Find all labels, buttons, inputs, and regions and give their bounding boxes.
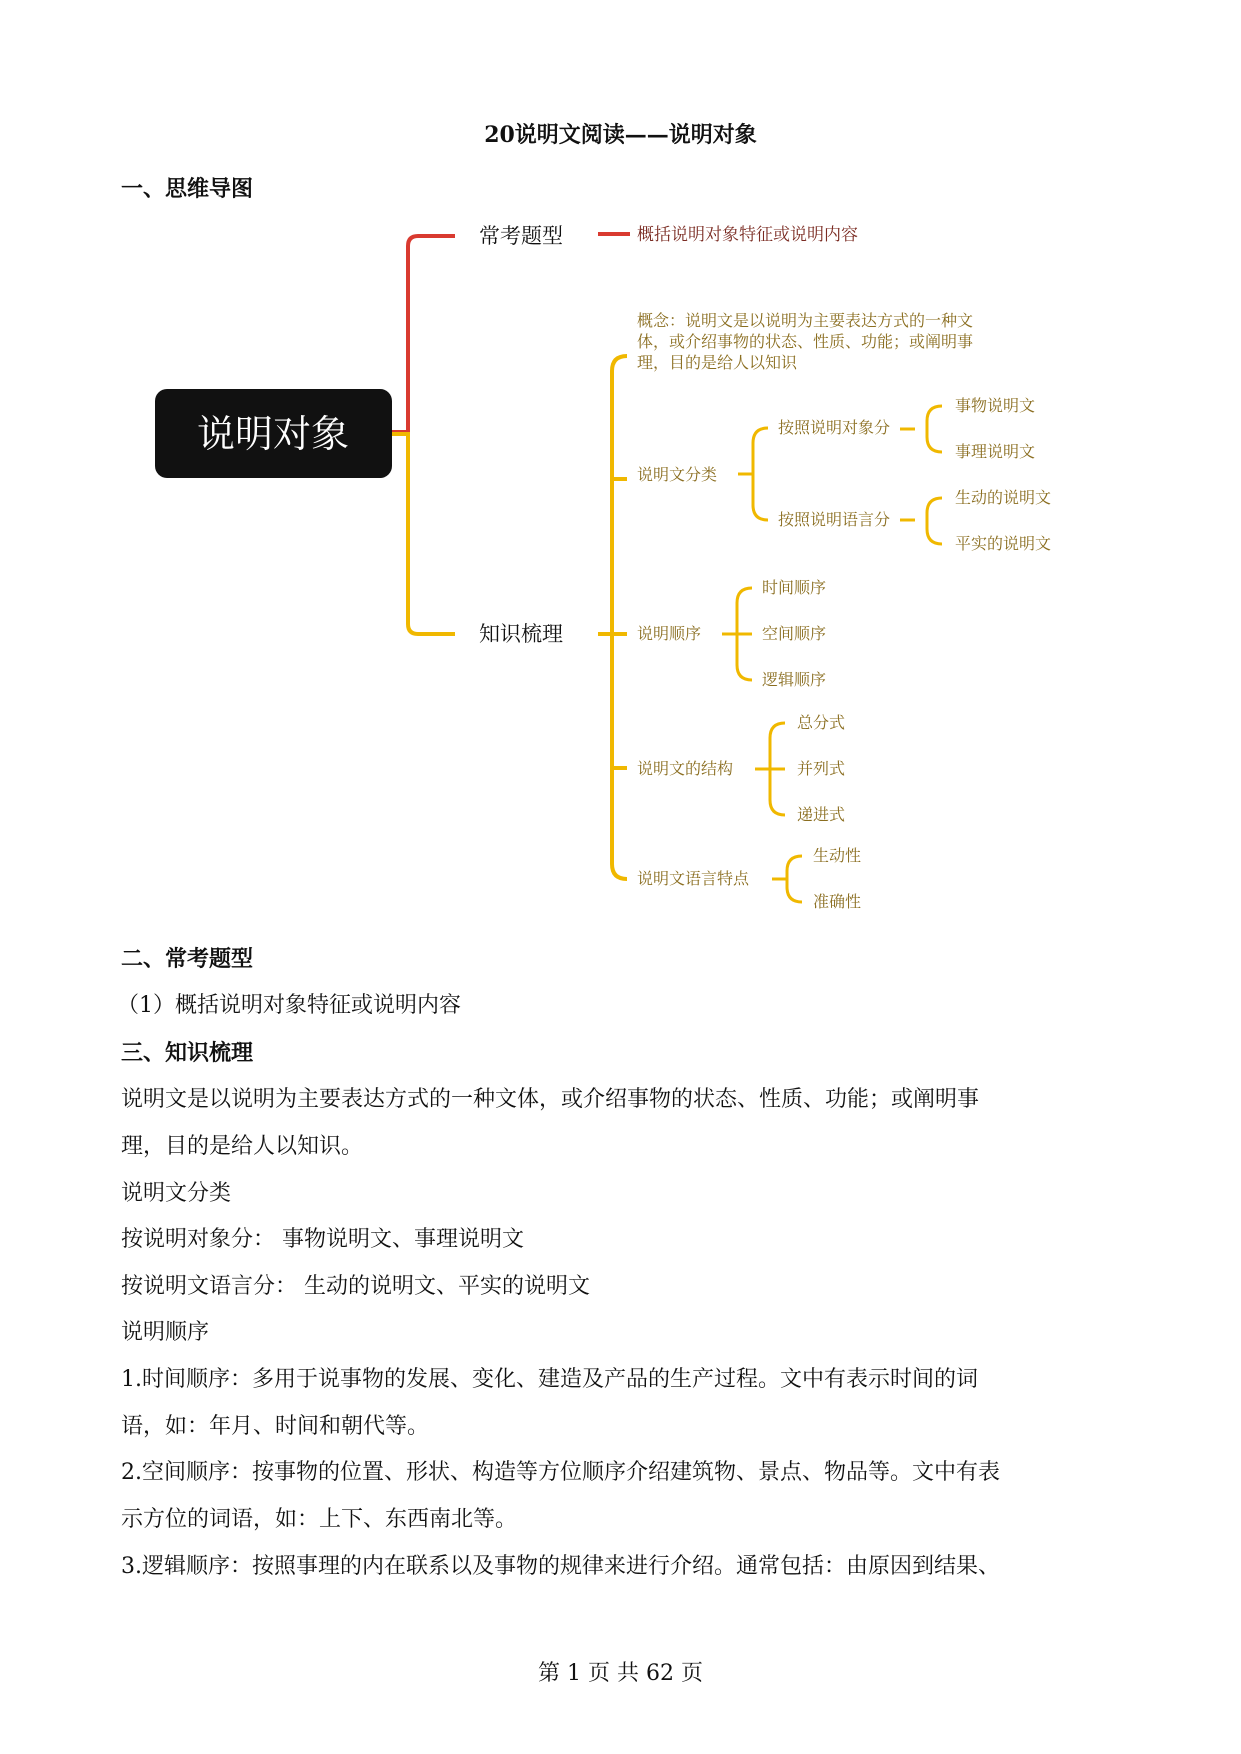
body-line-10: 示方位的词语，如：上下、东西南北等。 — [121, 1507, 518, 1532]
branch-zhishi-label: 知识梳理 — [479, 622, 563, 646]
document-title: 20说明文阅读——说明对象 — [484, 122, 757, 148]
leaf-pingshi: 平实的说明文 — [955, 534, 1052, 553]
body-line-4: 按说明对象分： 事物说明文、事理说明文 — [121, 1227, 524, 1252]
body-line-8: 语，如：年月、时间和朝代等。 — [121, 1414, 430, 1439]
connector-red-main — [392, 236, 455, 432]
bracket-by-object — [927, 406, 942, 452]
node-order: 说明顺序 — [637, 624, 702, 643]
concept-line-3: 理，目的是给人以知识 — [637, 353, 798, 372]
body-line-6: 说明顺序 — [121, 1320, 210, 1345]
leaf-shili: 事理说明文 — [955, 442, 1036, 461]
body-line-2: 理，目的是给人以知识。 — [121, 1134, 364, 1159]
node-by-object: 按照说明对象分 — [778, 418, 891, 437]
branch-changkao-label: 常考题型 — [479, 224, 563, 248]
concept-line-1: 概念：说明文是以说明为主要表达方式的一种文 — [637, 311, 974, 330]
leaf-binglie: 并列式 — [797, 759, 846, 778]
bracket-by-language — [927, 498, 942, 544]
node-language: 说明文语言特点 — [637, 869, 750, 888]
leaf-zhunquexing: 准确性 — [813, 892, 862, 911]
leaf-logic: 逻辑顺序 — [762, 670, 827, 689]
concept-line-2: 体，或介绍事物的状态、性质、功能；或阐明事 — [637, 332, 974, 351]
bracket-zhishi — [612, 356, 627, 879]
leaf-shiwu: 事物说明文 — [955, 396, 1036, 415]
leaf-zongfen: 总分式 — [797, 713, 846, 732]
mindmap-root-label: 说明对象 — [196, 412, 350, 456]
node-by-language: 按照说明语言分 — [778, 510, 891, 529]
concept-text — [637, 311, 978, 372]
section-heading-question-types: 二、常考题型 — [121, 946, 254, 972]
bracket-classify — [753, 428, 768, 520]
body-line-9: 2.空间顺序：按事物的位置、形状、构造等方位顺序介绍建筑物、景点、物品等。文中有表 — [121, 1460, 1000, 1485]
leaf-shengdong: 生动的说明文 — [955, 488, 1052, 507]
leaf-shengdongxing: 生动性 — [813, 846, 862, 865]
body-line-11: 3.逻辑顺序：按照事理的内在联系以及事物的规律来进行介绍。通常包括：由原因到结果、 — [121, 1554, 1000, 1579]
section-heading-mindmap: 一、思维导图 — [121, 176, 254, 202]
body-line-3: 说明文分类 — [121, 1181, 232, 1206]
section-heading-knowledge: 三、知识梳理 — [121, 1040, 254, 1066]
node-structure: 说明文的结构 — [637, 759, 734, 778]
node-classify: 说明文分类 — [637, 465, 718, 484]
leaf-dijin: 递进式 — [797, 805, 846, 824]
bracket-language — [787, 856, 802, 902]
page-footer: 第 1 页 共 62 页 — [538, 1661, 703, 1686]
body-line-7: 1.时间顺序：多用于说事物的发展、变化、建造及产品的生产过程。文中有表示时间的词 — [121, 1367, 978, 1392]
body-line-5: 按说明文语言分： 生动的说明文、平实的说明文 — [121, 1274, 590, 1299]
question-type-item: （1）概括说明对象特征或说明内容 — [117, 993, 461, 1018]
body-line-1: 说明文是以说明为主要表达方式的一种文体，或介绍事物的状态、性质、功能；或阐明事 — [121, 1087, 980, 1112]
leaf-changkao: 概括说明对象特征或说明内容 — [637, 225, 858, 245]
connector-gold-main — [392, 434, 455, 634]
leaf-time: 时间顺序 — [762, 578, 827, 597]
leaf-space: 空间顺序 — [762, 624, 827, 643]
